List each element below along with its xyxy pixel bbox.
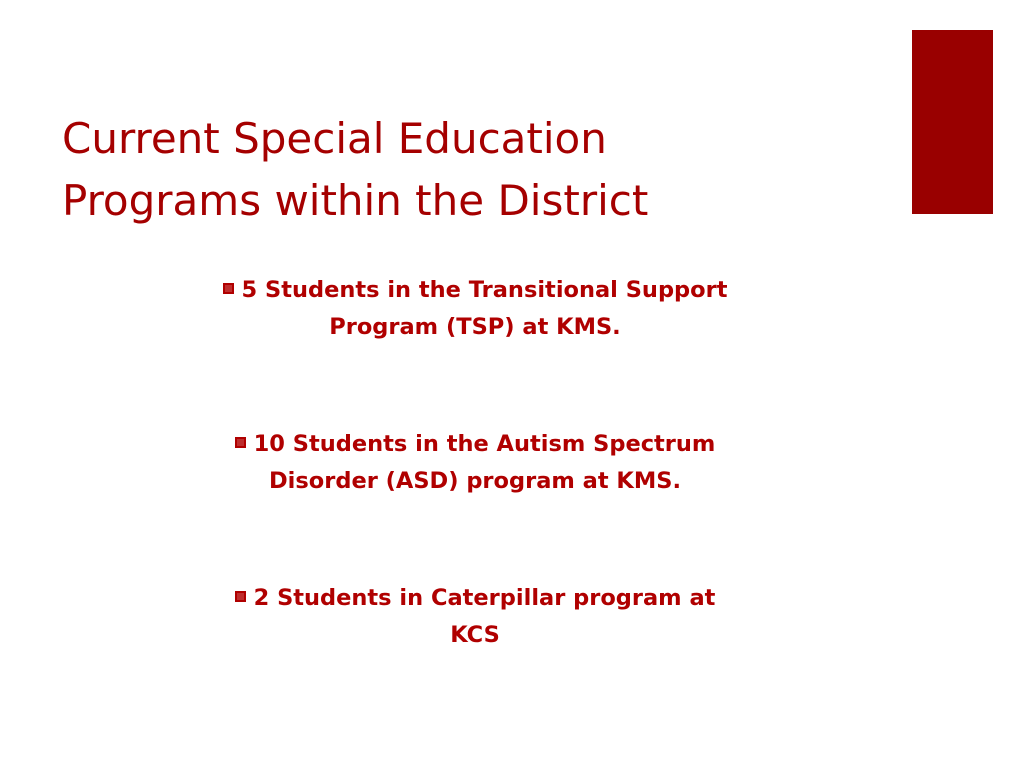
list-item bbox=[170, 580, 780, 654]
bullet-line-2: Disorder (ASD) program at KMS. bbox=[269, 468, 681, 494]
list-item bbox=[170, 272, 780, 346]
bullet-line-2: KCS bbox=[450, 622, 500, 648]
red-accent-bar bbox=[912, 30, 993, 214]
bullet-line-1 bbox=[170, 426, 780, 463]
list-item bbox=[170, 426, 780, 500]
slide-title-line-2: Programs within the District bbox=[62, 176, 649, 225]
square-bullet-icon bbox=[235, 591, 246, 602]
bullet-line-1 bbox=[170, 272, 780, 309]
bullet-text: 5 Students in the Transitional Support bbox=[241, 277, 728, 303]
bullet-text: 10 Students in the Autism Spectrum bbox=[253, 431, 716, 457]
bullet-text: 2 Students in Caterpillar program at bbox=[253, 585, 716, 611]
square-bullet-icon bbox=[235, 437, 246, 448]
slide-title bbox=[62, 108, 862, 232]
slide-title-line-1: Current Special Education bbox=[62, 114, 607, 163]
bullet-line-1 bbox=[170, 580, 780, 617]
square-bullet-icon bbox=[223, 283, 234, 294]
bullet-line-2: Program (TSP) at KMS. bbox=[329, 314, 621, 340]
program-list bbox=[170, 270, 780, 654]
